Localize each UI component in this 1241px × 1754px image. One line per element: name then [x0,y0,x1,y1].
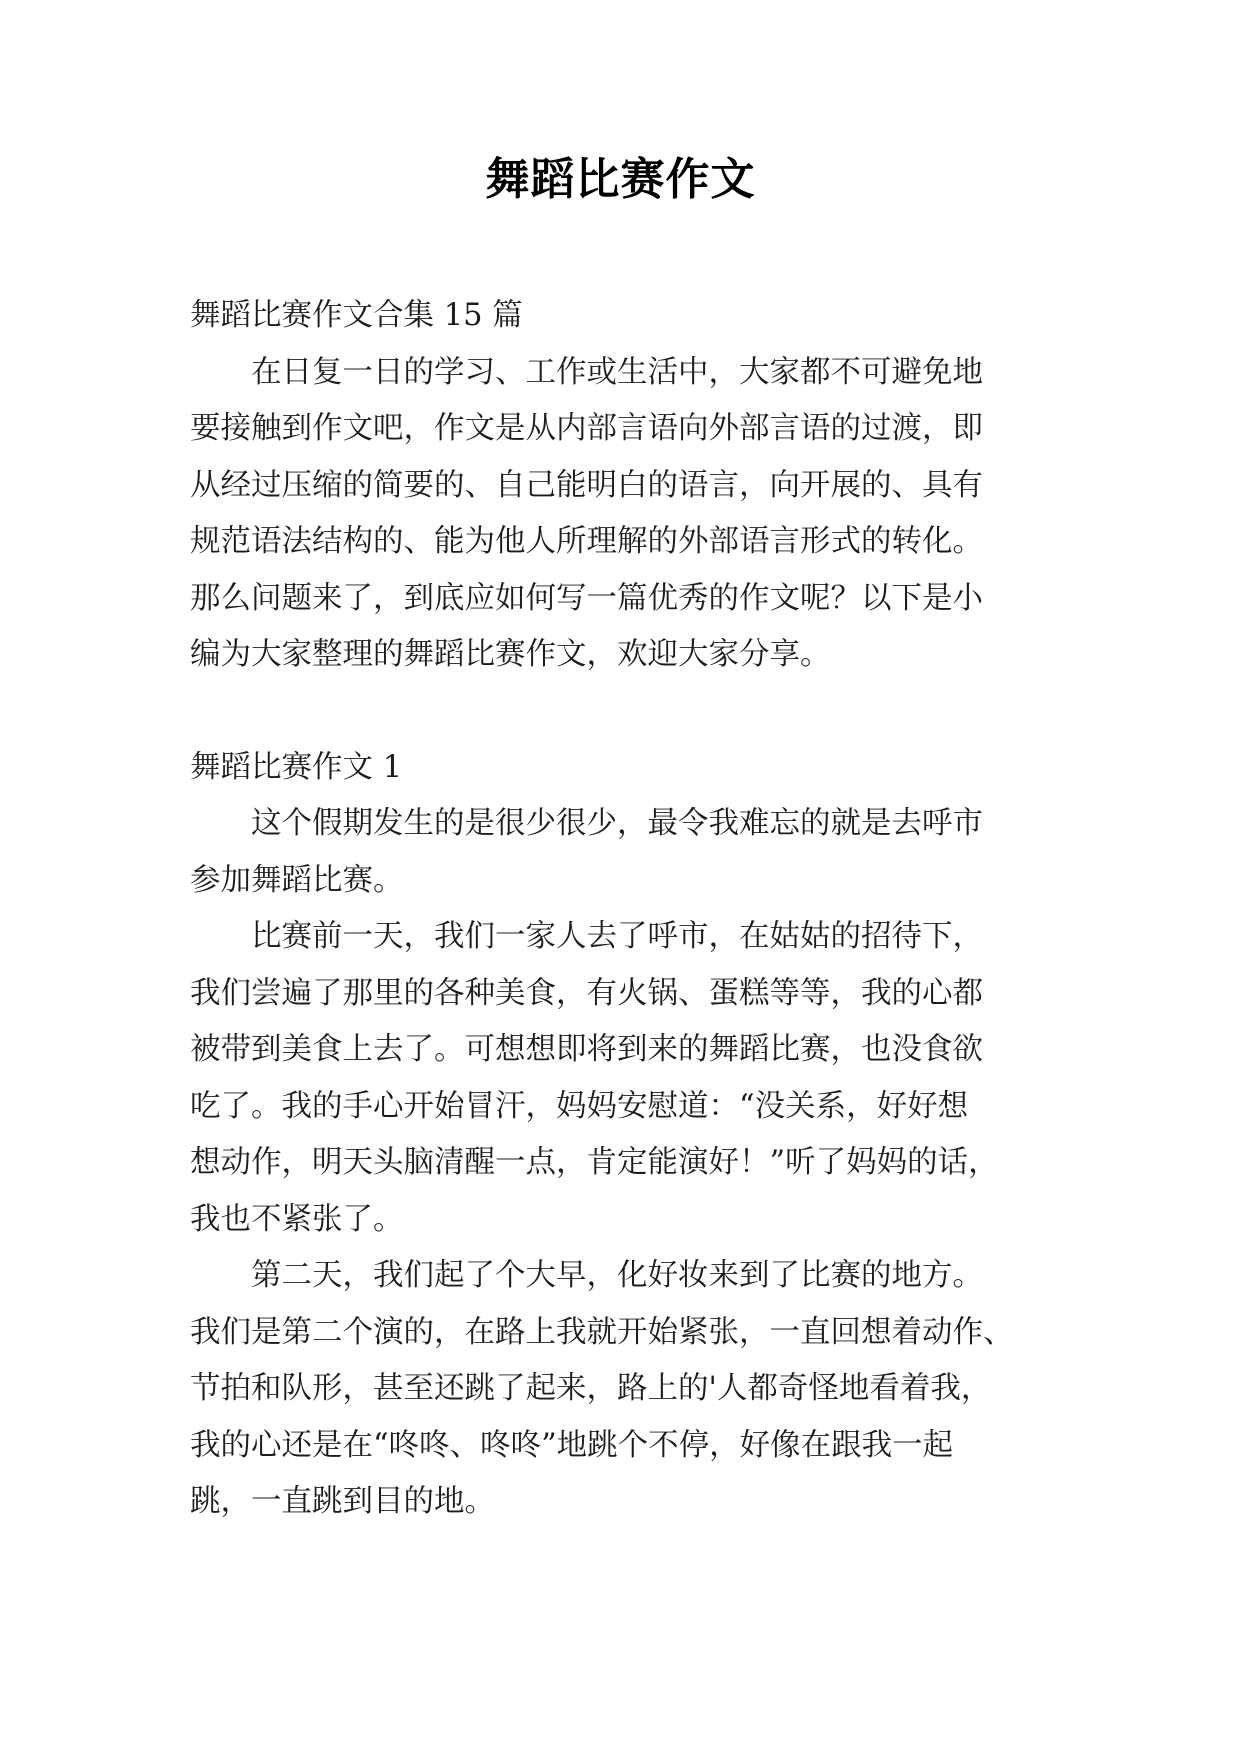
intro-line: 规范语法结构的、能为他人所理解的外部语言形式的转化。 [190,524,983,559]
document-body [190,288,1060,1531]
intro-line: 那么问题来了，到底应如何写一篇优秀的作文呢？以下是小 [190,580,983,616]
paragraph-line: 跳，一直跳到目的地。 [190,1484,495,1519]
intro-line: 编为大家整理的舞蹈比赛作文，欢迎大家分享。 [190,637,831,672]
paragraph-line: 这个假期发生的是很少很少，最令我难忘的就是去呼市 [251,806,983,841]
intro-line: 要接触到作文吧，作文是从内部言语向外部言语的过渡，即 [190,411,983,446]
document-title: 舞蹈比赛作文 [485,154,756,205]
paragraph-3 [190,1248,1060,1531]
paragraph-line: 比赛前一天，我们一家人去了呼市，在姑姑的招待下， [251,919,983,954]
paragraph-line: 我们尝遍了那里的各种美食，有火锅、蛋糕等等，我的心都 [190,975,983,1011]
intro-line: 从经过压缩的简要的、自己能明白的语言，向开展的、具有 [190,467,983,503]
paragraph-line: 吃了。我的手心开始冒汗，妈妈安慰道：“没关系，好好想 [190,1088,969,1124]
intro-paragraph [190,345,1060,684]
paragraph-1 [190,796,1060,909]
paragraph-line: 节拍和队形，甚至还跳了起来，路上的'人都奇怪地看着我， [190,1371,992,1406]
section-heading: 舞蹈比赛作文 1 [190,749,403,785]
paragraph-line: 第二天，我们起了个大早，化好妆来到了比赛的地方。 [251,1258,983,1293]
paragraph-line: 我们是第二个演的，在路上我就开始紧张，一直回想着动作、 [190,1314,1014,1350]
paragraph-line: 参加舞蹈比赛。 [190,862,404,898]
intro-line: 在日复一日的学习、工作或生活中，大家都不可避免地 [251,354,983,390]
paragraph-2 [190,909,1060,1248]
paragraph-line: 想动作，明天头脑清醒一点，肯定能演好！”听了妈妈的话， [190,1145,999,1180]
section-spacer [190,684,1060,740]
paragraph-line: 被带到美食上去了。可想想即将到来的舞蹈比赛，也没食欲 [190,1032,983,1067]
paragraph-line: 我也不紧张了。 [190,1201,404,1237]
collection-subtitle: 舞蹈比赛作文合集 15 篇 [190,298,523,333]
paragraph-line: 我的心还是在“咚咚、咚咚”地跳个不停，好像在跟我一起 [190,1427,954,1463]
